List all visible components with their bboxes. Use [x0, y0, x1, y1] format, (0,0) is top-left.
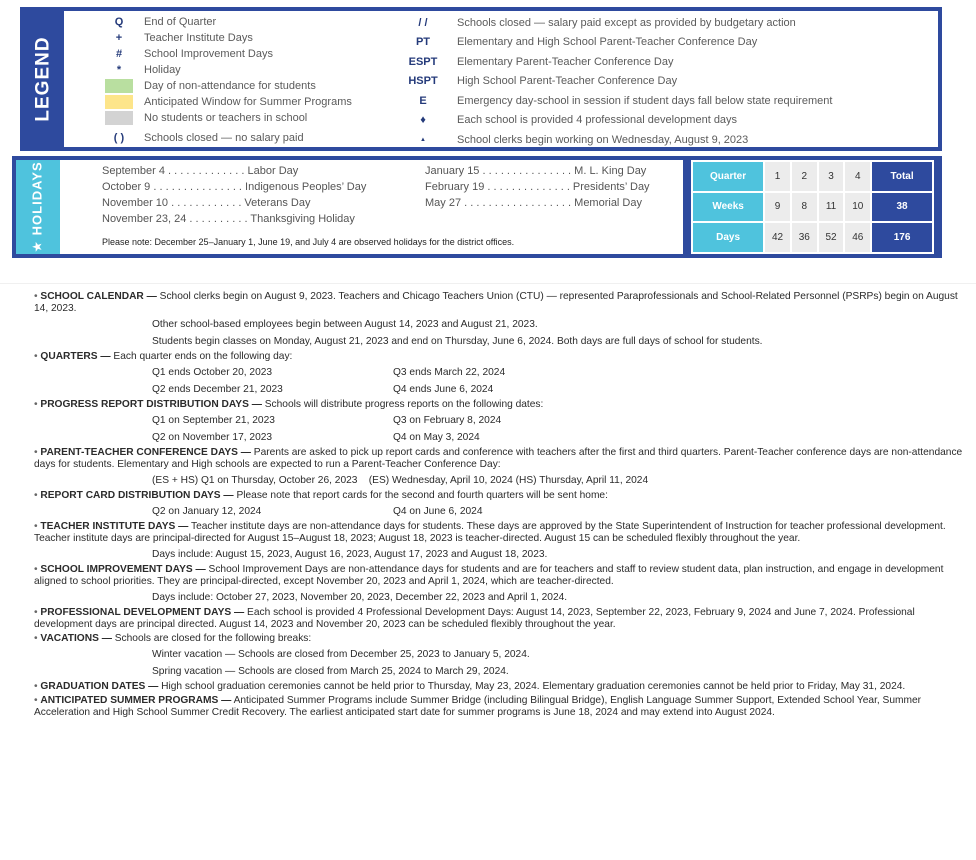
note-vacations [34, 633, 966, 679]
note-text: School Improvement Days are non-attendance days for students and are for teachers and staff to review student data, plan instruction, and engage in development aligned to school priorities. They are principal-directed, except November 20, 2023 and April 1, 2024, which are teacher-directed. [34, 564, 944, 587]
note-text: Q2 on November 17, 2023 [152, 432, 273, 443]
holidays-title: ★ HOLIDAYS [30, 161, 45, 253]
holiday-entry: May 27 . . . . . . . . . . . . . . . . . . Memorial Day [425, 197, 642, 209]
emergency-icon: E [419, 94, 427, 107]
yellow-swatch [105, 95, 133, 109]
holiday-entry: January 15 . . . . . . . . . . . . . . . M. L. King Day [425, 165, 647, 177]
note-text: Q4 on June 6, 2024 [393, 506, 483, 517]
hspt-icon: HSPT [408, 75, 438, 88]
holidays-panel [12, 156, 942, 258]
note-heading: TEACHER INSTITUTE DAYS — [40, 521, 189, 532]
note-text [34, 366, 966, 380]
note-text: 8 [792, 193, 817, 222]
note-text: 176 [872, 223, 932, 252]
note-graduation [34, 681, 966, 693]
note-text: 3 [819, 162, 844, 191]
note-text: 1 [765, 162, 790, 191]
note-heading: Weeks [693, 193, 763, 222]
gray-swatch [105, 111, 133, 125]
legend-item: * Holiday [104, 62, 352, 78]
hash-icon: # [115, 48, 123, 60]
legend-item: No students or teachers in school [104, 110, 352, 126]
note-heading: SCHOOL CALENDAR — [40, 291, 157, 302]
note-text: Q1 ends October 20, 2023 [152, 367, 273, 378]
holiday-entry: October 9 . . . . . . . . . . . . . . . Indigenous Peoples’ Day [102, 181, 367, 193]
note-text: 9 [765, 193, 790, 222]
holiday-entry: November 10 . . . . . . . . . . . . Veterans Day [102, 197, 311, 209]
parentheses-icon: ( ) [113, 132, 125, 144]
note-text: Each quarter ends on the following day: [110, 351, 293, 362]
note-professional-development [34, 607, 966, 631]
legend-item: PT Elementary and High School Parent-Teacher Conference Day [404, 33, 832, 53]
triangle-icon: ▲ [420, 136, 426, 143]
note-report-cards [34, 490, 966, 519]
legend-left-column [104, 14, 352, 146]
note-text: 38 [872, 193, 932, 222]
note-text: Schools are closed for the following breaks: [111, 633, 312, 644]
note-text: Teacher institute days are non-attendance days for students. These days are approved by the State Superintendent of Instruction for teacher professional development. Teacher institute days are principal-directed for August 15–August 18, 2023; August 18, 2023 is teacher-directed. August 15 can be scheduled flexibly throughout the year. [34, 521, 946, 544]
note-text [34, 414, 966, 428]
end-of-quarter-icon: Q [114, 16, 124, 28]
note-text: 42 [765, 223, 790, 252]
note-text: Students begin classes on Monday, August 21, 2023 and end on Thursday, June 6, 2024. Both days are full days of school for students. [152, 336, 763, 347]
note-text: Anticipated Summer Programs include Summer Bridge (including Bilingual Bridge), English Language Summer Support, Extended School Year, Summer Acceleration and High School Summer Credit Recovery. The earliest anticipated start date for summer programs is June 18, 2024 and may extend into August 2024. [34, 695, 922, 718]
legend-item: HSPT High School Parent-Teacher Conference Day [404, 72, 832, 92]
note-text: • [34, 399, 41, 410]
legend-right-column [404, 13, 832, 150]
note-text: Total [872, 162, 932, 191]
note-text: Q1 on September 21, 2023 [152, 415, 275, 426]
note-text: Other school-based employees begin between August 14, 2023 and August 21, 2023. [152, 319, 538, 330]
note-heading: SCHOOL IMPROVEMENT DAYS — [40, 564, 206, 575]
note-text: • [34, 564, 41, 575]
pt-icon: PT [415, 36, 431, 49]
legend-item: E Emergency day-school in session if student days fall below state requirement [404, 91, 832, 111]
table-row [693, 193, 932, 222]
note-text: • [34, 490, 41, 501]
note-text [34, 505, 966, 519]
note-text: 2 [792, 162, 817, 191]
note-text: Q4 on May 3, 2024 [393, 432, 480, 443]
note-text: 4 [845, 162, 870, 191]
note-text: Please note that report cards for the second and fourth quarters will be sent home: [233, 490, 608, 501]
note-text: • [34, 447, 41, 458]
legend-item: Day of non-attendance for students [104, 78, 352, 94]
note-text: Q4 ends June 6, 2024 [393, 384, 494, 395]
note-heading: PROFESSIONAL DEVELOPMENT DAYS — [40, 607, 245, 618]
note-heading: QUARTERS — [40, 351, 111, 362]
note-heading: REPORT CARD DISTRIBUTION DAYS — [40, 490, 234, 501]
legend-item: Anticipated Window for Summer Programs [104, 94, 352, 110]
note-text: 11 [819, 193, 844, 222]
note-text: Schools will distribute progress reports on the following dates: [261, 399, 544, 410]
table-row [693, 162, 932, 191]
table-row [693, 223, 932, 252]
note-text: Spring vacation — Schools are closed from March 25, 2024 to March 29, 2024. [152, 666, 509, 677]
holiday-entry: September 4 . . . . . . . . . . . . . Labor Day [102, 165, 299, 177]
holidays-note: Please note: December 25–January 1, June 19, and July 4 are observed holidays for the district offices. [102, 237, 515, 247]
note-heading: ANTICIPATED SUMMER PROGRAMS — [40, 695, 232, 706]
quarter-summary-table [691, 160, 934, 254]
note-school-improvement [34, 564, 966, 605]
note-teacher-institute [34, 521, 966, 562]
legend-item: ▲ School clerks begin working on Wednesday, August 9, 2023 [404, 130, 832, 150]
legend-item: + Teacher Institute Days [104, 30, 352, 46]
note-heading: PROGRESS REPORT DISTRIBUTION DAYS — [40, 399, 262, 410]
note-text: • [34, 681, 41, 692]
legend-item: ESPT Elementary Parent-Teacher Conference Day [404, 52, 832, 72]
note-heading: Days [693, 223, 763, 252]
holidays-column-2 [425, 165, 650, 213]
note-heading: VACATIONS — [40, 633, 112, 644]
diamond-icon: ♦ [420, 114, 426, 127]
note-text: Q2 on January 12, 2024 [152, 506, 262, 517]
note-text: • [34, 291, 41, 302]
note-quarters [34, 351, 966, 397]
note-text [34, 383, 966, 397]
note-text [34, 431, 966, 445]
calendar-notes [34, 291, 966, 721]
note-text: Q3 ends March 22, 2024 [393, 367, 506, 378]
note-text: (ES + HS) Q1 on Thursday, October 26, 2023 (ES) Wednesday, April 10, 2024 (HS) Thursday, April 11, 2024 [152, 475, 649, 486]
section-divider [0, 283, 976, 284]
note-text: • [34, 695, 41, 706]
note-text: Q2 ends December 21, 2023 [152, 384, 283, 395]
note-text: 46 [845, 223, 870, 252]
note-text: Q3 on February 8, 2024 [393, 415, 502, 426]
holidays-tab [16, 160, 60, 254]
espt-icon: ESPT [408, 55, 438, 68]
holidays-column-1 [102, 165, 366, 229]
legend-item: / / Schools closed — salary paid except as provided by budgetary action [404, 13, 832, 33]
note-text: • [34, 521, 41, 532]
legend-title: LEGEND [33, 36, 54, 122]
note-school-calendar [34, 291, 966, 349]
holidays-list-box [16, 160, 683, 254]
note-text: 52 [819, 223, 844, 252]
note-text: Each school is provided 4 Professional Development Days: August 14, 2023, September 22, 2023, February 9, 2024 and June 7, 2024. Professional development days are principal directed. August 14, 2023 and November 20, 2023 can be scheduled flexibly throughout the year. [34, 607, 915, 630]
plus-icon: + [115, 32, 123, 44]
legend-item: ( ) Schools closed — no salary paid [104, 130, 352, 146]
asterisk-icon: * [116, 64, 122, 76]
note-text: Winter vacation — Schools are closed from December 25, 2023 to January 5, 2024. [152, 649, 530, 660]
legend-panel [20, 7, 942, 151]
note-text: • [34, 607, 41, 618]
slashes-icon: / / [418, 16, 428, 29]
note-text: High school graduation ceremonies cannot be held prior to Thursday, May 23, 2024. Elementary graduation ceremonies cannot be held prior to Friday, May 31, 2024. [158, 681, 906, 692]
holiday-entry: November 23, 24 . . . . . . . . . . Thanksgiving Holiday [102, 213, 355, 225]
legend-item: # School Improvement Days [104, 46, 352, 62]
green-swatch [105, 79, 133, 93]
note-text: Days include: October 27, 2023, November 20, 2023, December 22, 2023 and April 1, 2024. [152, 592, 568, 603]
note-heading: PARENT-TEACHER CONFERENCE DAYS — [40, 447, 251, 458]
note-text: • [34, 633, 41, 644]
note-text: 10 [845, 193, 870, 222]
note-text: Days include: August 15, 2023, August 16, 2023, August 17, 2023 and August 18, 2023. [152, 549, 548, 560]
note-summer-programs [34, 695, 966, 719]
note-heading: GRADUATION DATES — [40, 681, 159, 692]
note-parent-teacher-conference [34, 447, 966, 488]
note-progress-reports [34, 399, 966, 445]
legend-tab [24, 11, 64, 147]
note-text: Parents are asked to pick up report cards and conference with teachers after the first and third quarters. Parent-Teacher conference days are non-attendance days for students. Elementary and High schools are expected to run a Parent-Teacher Conference Day: [34, 447, 963, 470]
note-heading: Quarter [693, 162, 763, 191]
legend-item: ♦ Each school is provided 4 professional development days [404, 111, 832, 131]
note-text: • [34, 351, 41, 362]
note-text: School clerks begin on August 9, 2023. Teachers and Chicago Teachers Union (CTU) — represented Paraprofessionals and School-Related Personnel (PSRPs) begin on August 14, 2023. [34, 291, 958, 314]
legend-item: Q End of Quarter [104, 14, 352, 30]
holiday-entry: February 19 . . . . . . . . . . . . . . Presidents’ Day [425, 181, 650, 193]
note-text: 36 [792, 223, 817, 252]
